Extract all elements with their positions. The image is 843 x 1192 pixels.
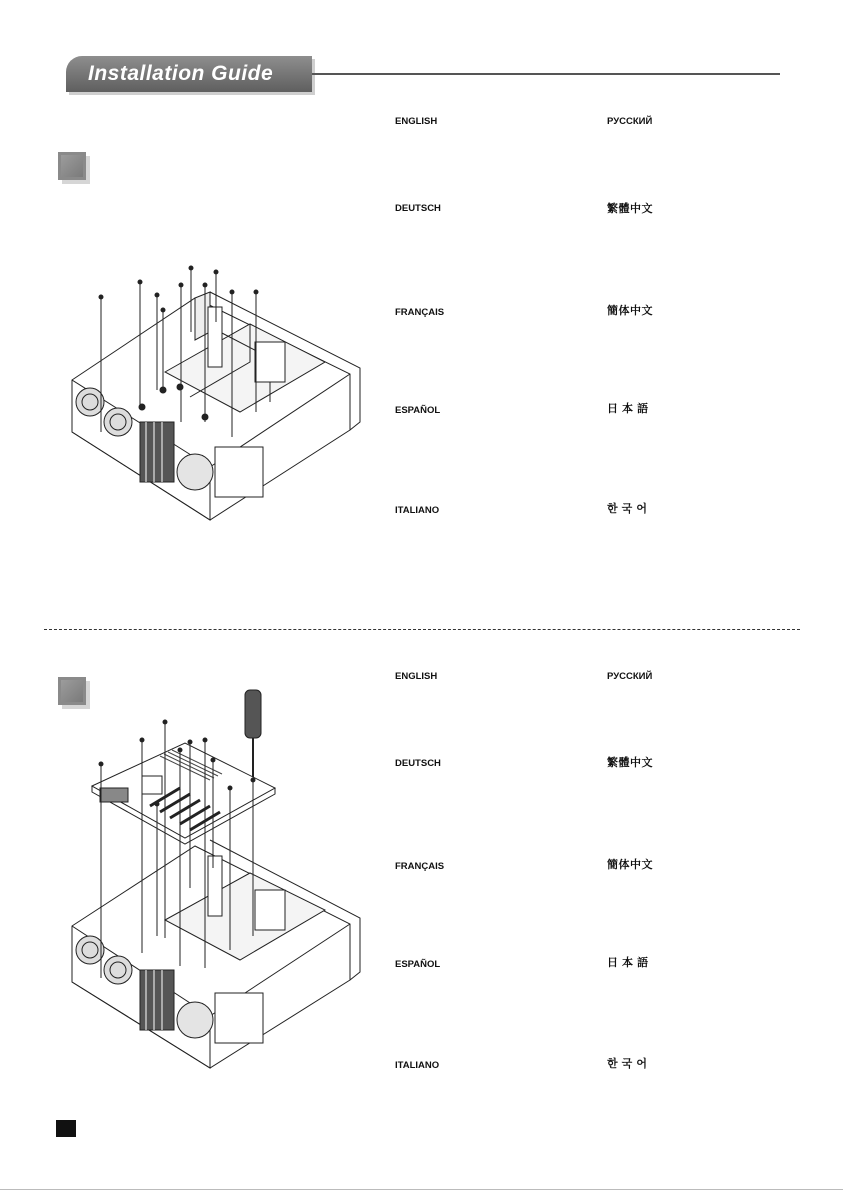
lang-label-japanese: 日 本 語 xyxy=(607,403,649,415)
lang-label-russian: РУССКИЙ xyxy=(607,116,653,127)
lang-label-japanese: 日 本 語 xyxy=(607,957,649,969)
page-title: Installation Guide xyxy=(88,62,274,85)
lang-label-english: ENGLISH xyxy=(395,116,438,127)
page-bottom-rule xyxy=(0,1189,843,1190)
page-marker xyxy=(56,1120,76,1137)
lang-label-korean: 한 국 어 xyxy=(607,1058,648,1070)
chassis-screw-diagram-1 xyxy=(70,262,355,524)
step-1-marker xyxy=(58,152,86,180)
lang-label-italiano: ITALIANO xyxy=(395,505,440,516)
lang-label-simplified-chinese: 簡体中文 xyxy=(607,305,653,317)
lang-label-espanol: ESPAÑOL xyxy=(395,405,441,416)
lang-label-italiano: ITALIANO xyxy=(395,1060,440,1071)
motherboard-install-diagram xyxy=(70,688,355,1090)
lang-label-deutsch: DEUTSCH xyxy=(395,758,441,769)
section-divider xyxy=(44,629,800,630)
lang-label-francais: FRANÇAIS xyxy=(395,307,445,318)
lang-label-traditional-chinese: 繁體中文 xyxy=(607,757,653,769)
lang-label-english: ENGLISH xyxy=(395,671,438,682)
lang-label-francais: FRANÇAIS xyxy=(395,861,445,872)
header-rule xyxy=(312,73,780,75)
lang-label-simplified-chinese: 簡体中文 xyxy=(607,859,653,871)
lang-label-russian: РУССКИЙ xyxy=(607,671,653,682)
lang-label-traditional-chinese: 繁體中文 xyxy=(607,203,653,215)
lang-label-espanol: ESPAÑOL xyxy=(395,959,441,970)
lang-label-korean: 한 국 어 xyxy=(607,503,648,515)
lang-label-deutsch: DEUTSCH xyxy=(395,203,441,214)
